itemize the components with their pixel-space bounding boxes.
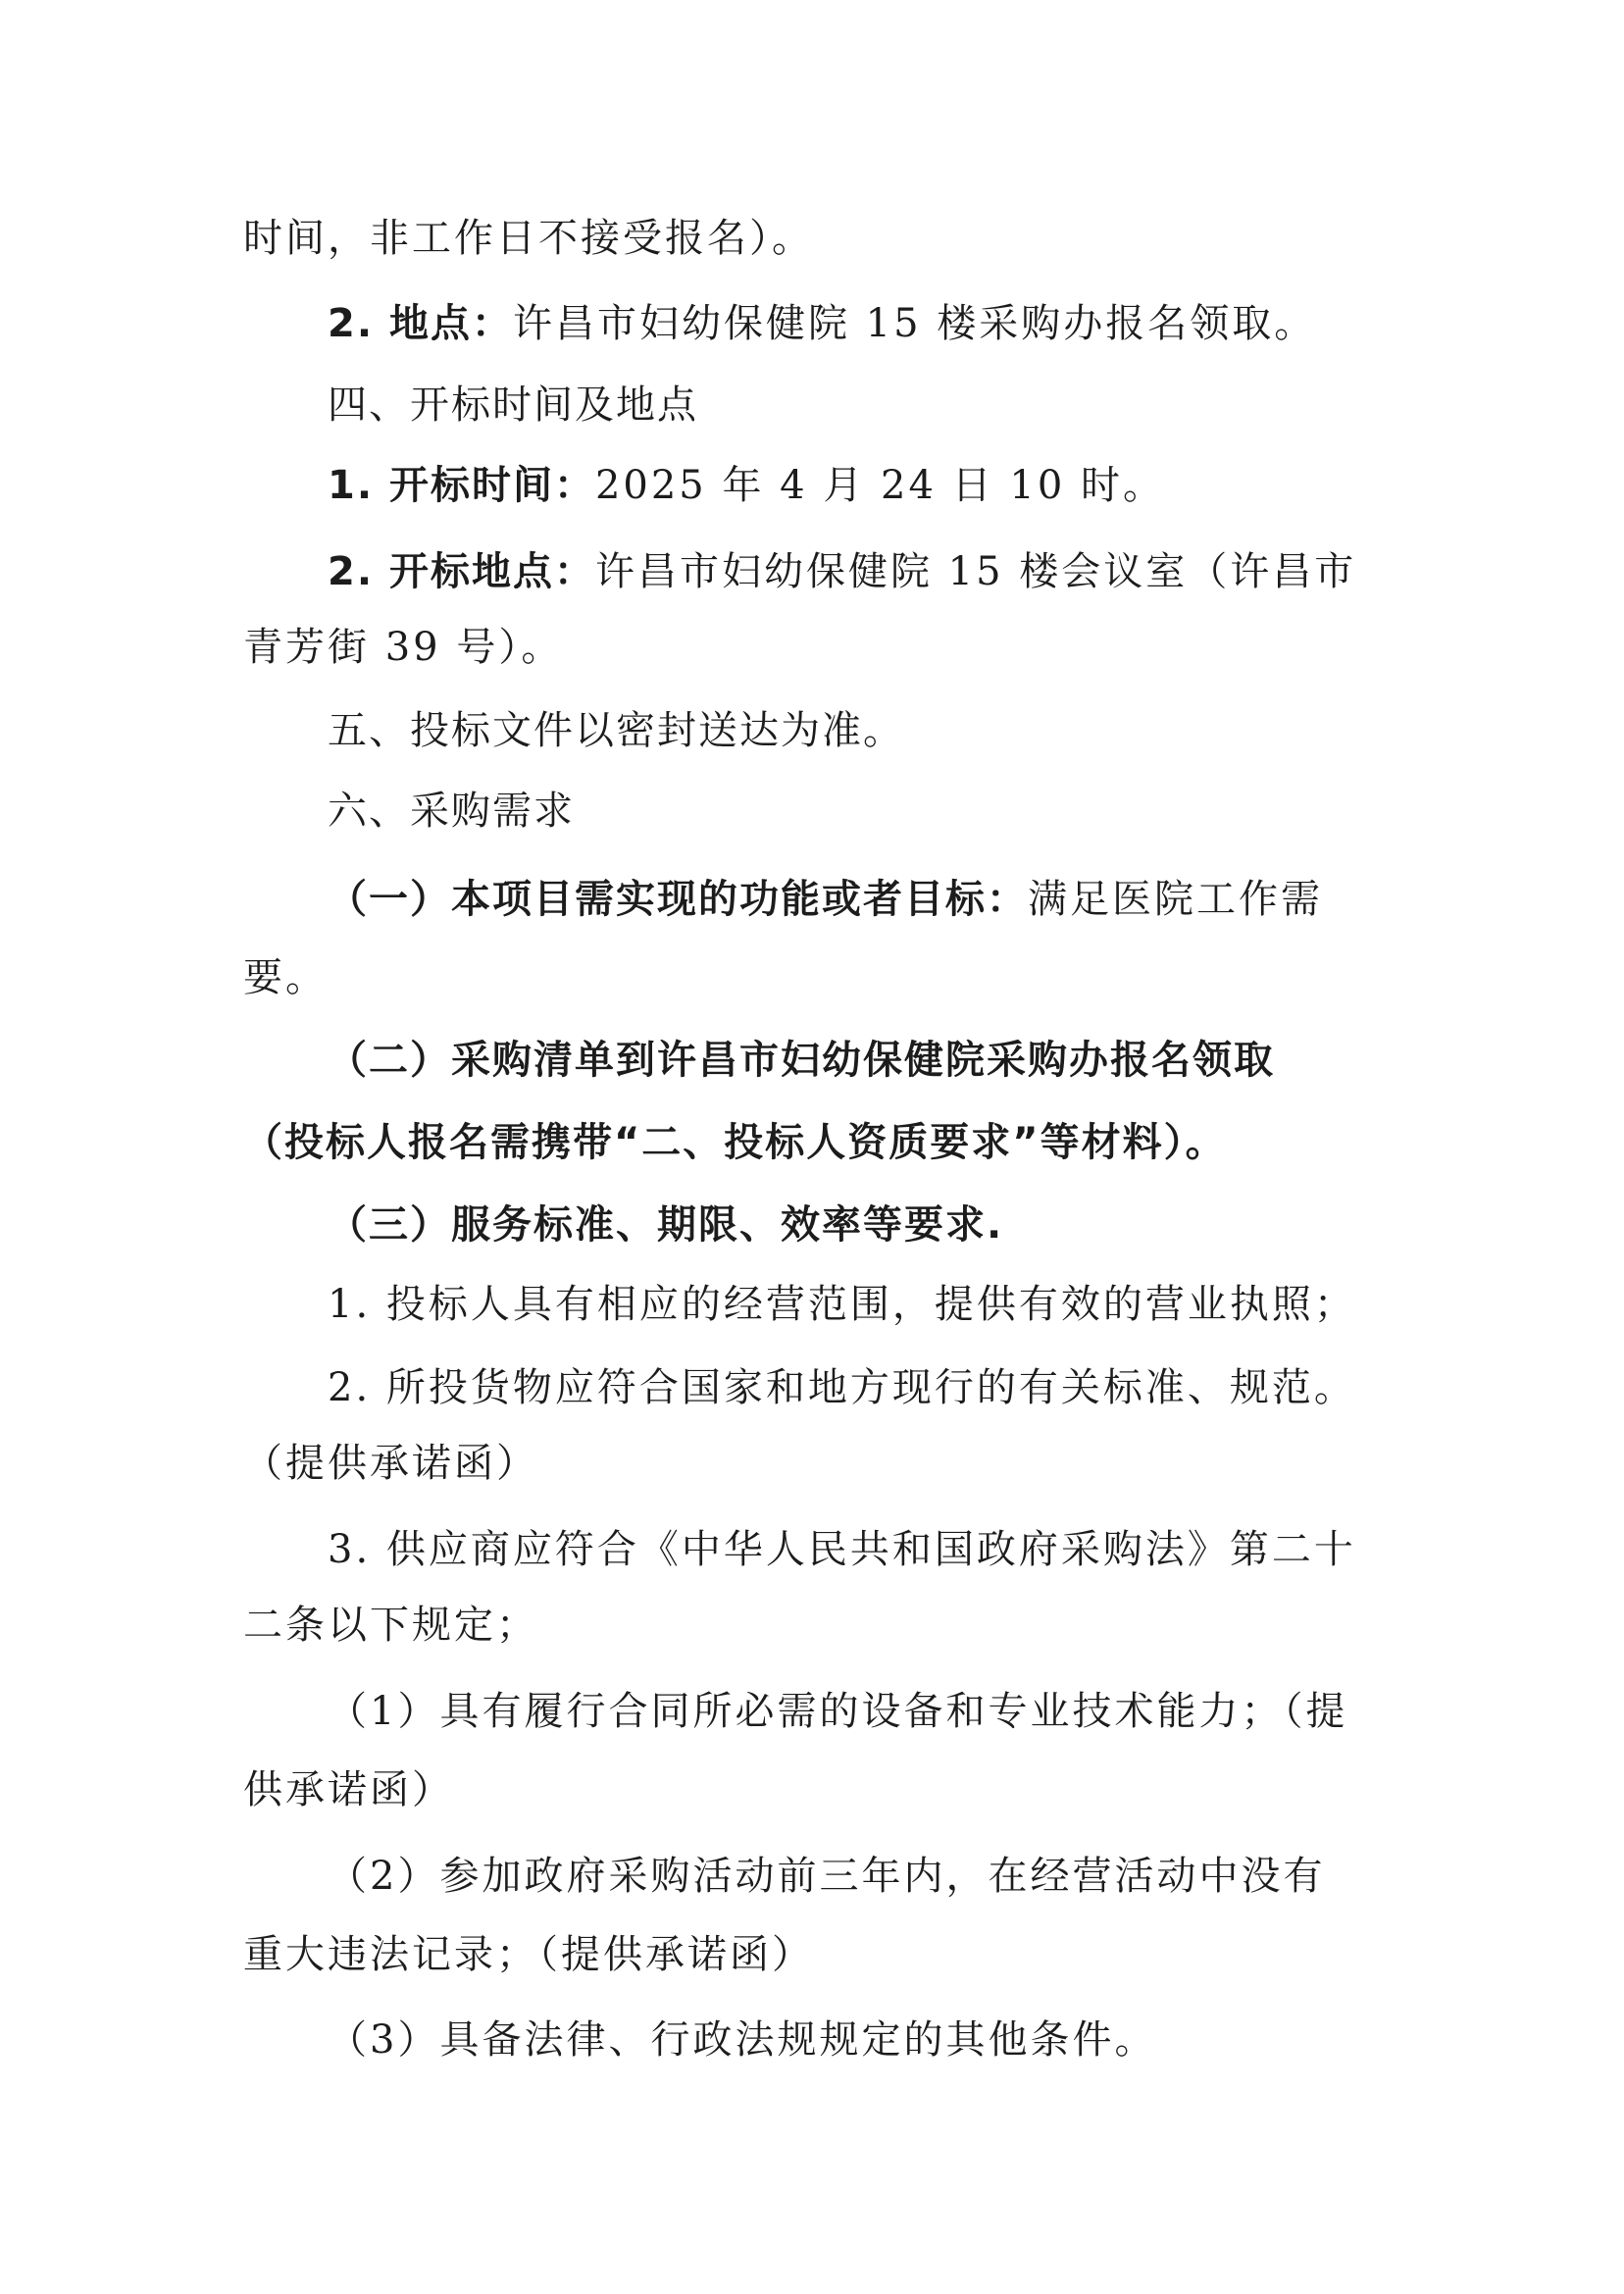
text-line-12: （投标人报名需携带“二、投标人资质要求”等材料）。 (243, 1120, 1227, 1165)
project-goal-value: 满足医院工作需 (1028, 877, 1323, 922)
section-heading-5: 五、投标文件以密封送达为准。 (328, 708, 904, 753)
label-project-goal: （一）本项目需实现的功能或者目标： (328, 877, 1028, 922)
text-line-16: （提供承诺函） (243, 1441, 538, 1486)
text-line-11: （二）采购清单到许昌市妇幼保健院采购办报名领取 (328, 1038, 1275, 1083)
section-heading-4: 四、开标时间及地点 (328, 382, 698, 428)
label-opening-location: 2. 开标地点： (328, 549, 595, 594)
label-opening-time: 1. 开标时间： (328, 463, 595, 508)
text-line-2 (328, 299, 1316, 348)
text-line-15: 2. 所投货物应符合国家和地方现行的有关标准、规范。 (328, 1365, 1356, 1410)
section-heading-6: 六、采购需求 (328, 789, 575, 834)
text-line-4 (328, 461, 1165, 510)
text-line-10: 要。 (243, 955, 328, 1000)
text-line-9 (328, 875, 1323, 924)
location-value: 许昌市妇幼保健院 15 楼采购办报名领取。 (512, 301, 1317, 346)
text-line-14: 1. 投标人具有相应的经营范围，提供有效的营业执照； (328, 1282, 1356, 1327)
text-line-17: 3. 供应商应符合《中华人民共和国政府采购法》第二十 (328, 1527, 1356, 1572)
text-line-20: 供承诺函） (243, 1767, 454, 1812)
text-line-23: （3）具备法律、行政法规规定的其他条件。 (328, 2017, 1157, 2063)
text-line-19: （1）具有履行合同所必需的设备和专业技术能力；（提 (328, 1689, 1348, 1734)
text-line-21: （2）参加政府采购活动前三年内，在经营活动中没有 (328, 1854, 1326, 1899)
text-line-5 (328, 547, 1356, 596)
label-location: 2. 地点： (328, 301, 513, 346)
text-line-18: 二条以下规定； (243, 1603, 538, 1648)
text-line-1: 时间，非工作日不接受报名）。 (243, 216, 814, 261)
opening-location-value: 许昌市妇幼保健院 15 楼会议室（许昌市 (594, 549, 1357, 594)
text-line-13: （三）服务标准、期限、效率等要求. (328, 1202, 1004, 1248)
text-line-6: 青芳街 39 号）。 (243, 625, 564, 670)
opening-time-value: 2025 年 4 月 24 日 10 时。 (594, 463, 1165, 508)
text-line-22: 重大违法记录；（提供承诺函） (243, 1932, 814, 1977)
